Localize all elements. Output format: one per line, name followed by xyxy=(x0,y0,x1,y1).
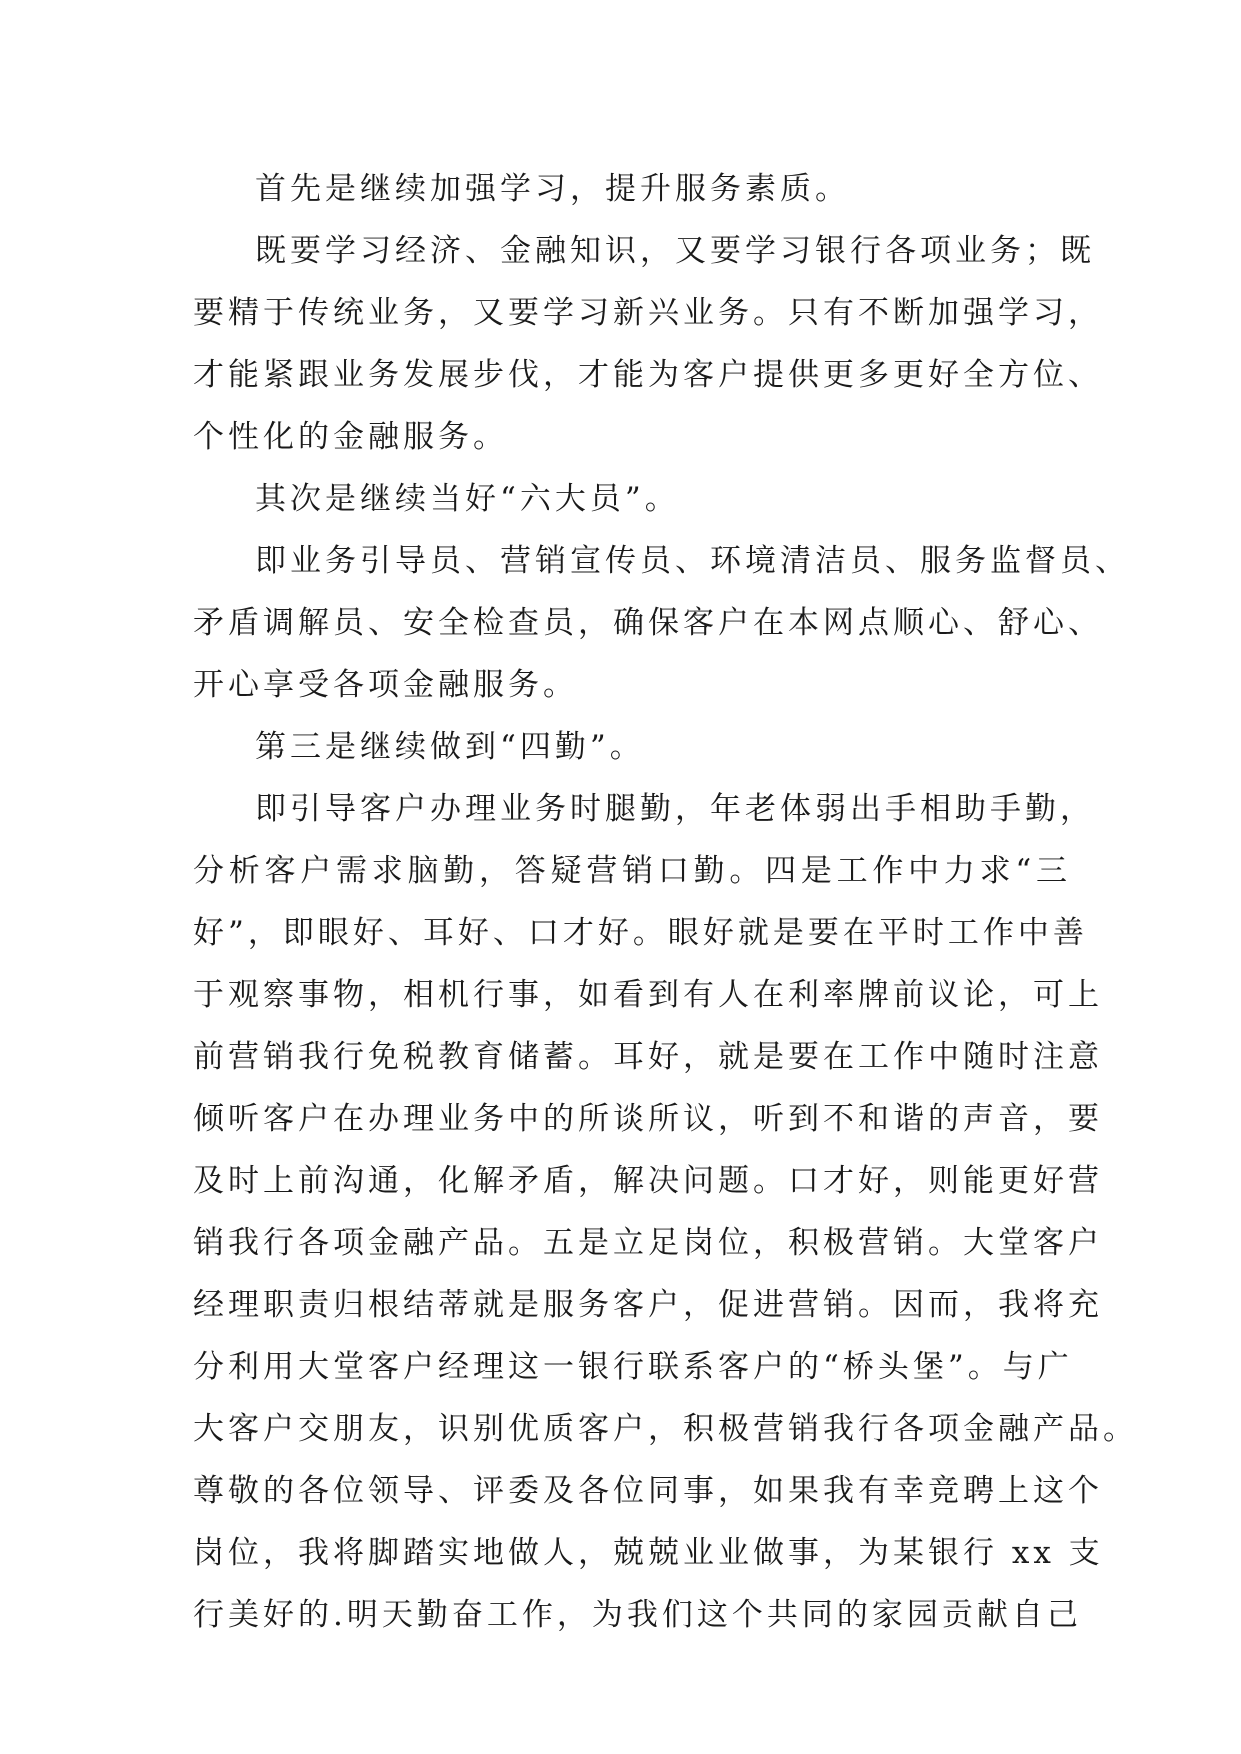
text-line: 销我行各项金融产品。五是立足岗位，积极营销。大堂客户 xyxy=(193,1225,1103,1261)
text-line: 其次是继续当好“六大员”。 xyxy=(255,481,680,517)
text-line: 要精于传统业务，又要学习新兴业务。只有不断加强学习， xyxy=(193,295,1103,331)
document-body xyxy=(193,158,1138,1646)
text-line: 行美好的.明天勤奋工作，为我们这个共同的家园贡献自己 xyxy=(193,1597,1082,1633)
text-line: 于观察事物，相机行事，如看到有人在利率牌前议论，可上 xyxy=(193,977,1103,1013)
text-line: 既要学习经济、金融知识，又要学习银行各项业务；既 xyxy=(255,233,1095,269)
text-line: 开心享受各项金融服务。 xyxy=(193,667,578,703)
text-line: 分利用大堂客户经理这一银行联系客户的“桥头堡”。与广 xyxy=(193,1349,1073,1385)
text-line: 好”，即眼好、耳好、口才好。眼好就是要在平时工作中善 xyxy=(193,915,1088,951)
text-line: 才能紧跟业务发展步伐，才能为客户提供更多更好全方位、 xyxy=(193,357,1103,393)
text-line: 个性化的金融服务。 xyxy=(193,419,508,455)
text-line: 经理职责归根结蒂就是服务客户，促进营销。因而，我将充 xyxy=(193,1287,1103,1323)
text-line: 矛盾调解员、安全检查员，确保客户在本网点顺心、舒心、 xyxy=(193,605,1103,641)
text-line: 岗位，我将脚踏实地做人，兢兢业业做事，为某银行 xx 支 xyxy=(193,1535,1104,1571)
text-line: 分析客户需求脑勤，答疑营销口勤。四是工作中力求“三 xyxy=(193,853,1071,889)
text-line: 即引导客户办理业务时腿勤，年老体弱出手相助手勤， xyxy=(255,791,1095,827)
text-line: 即业务引导员、营销宣传员、环境清洁员、服务监督员、 xyxy=(255,543,1130,579)
text-line: 首先是继续加强学习，提升服务素质。 xyxy=(255,171,850,207)
text-line: 倾听客户在办理业务中的所谈所议，听到不和谐的声音，要 xyxy=(193,1101,1103,1137)
text-line: 大客户交朋友，识别优质客户，积极营销我行各项金融产品。 xyxy=(193,1411,1138,1447)
text-line: 前营销我行免税教育储蓄。耳好，就是要在工作中随时注意 xyxy=(193,1039,1103,1075)
text-line: 及时上前沟通，化解矛盾，解决问题。口才好，则能更好营 xyxy=(193,1163,1103,1199)
text-line: 尊敬的各位领导、评委及各位同事，如果我有幸竞聘上这个 xyxy=(193,1473,1103,1509)
text-line: 第三是继续做到“四勤”。 xyxy=(255,729,645,765)
